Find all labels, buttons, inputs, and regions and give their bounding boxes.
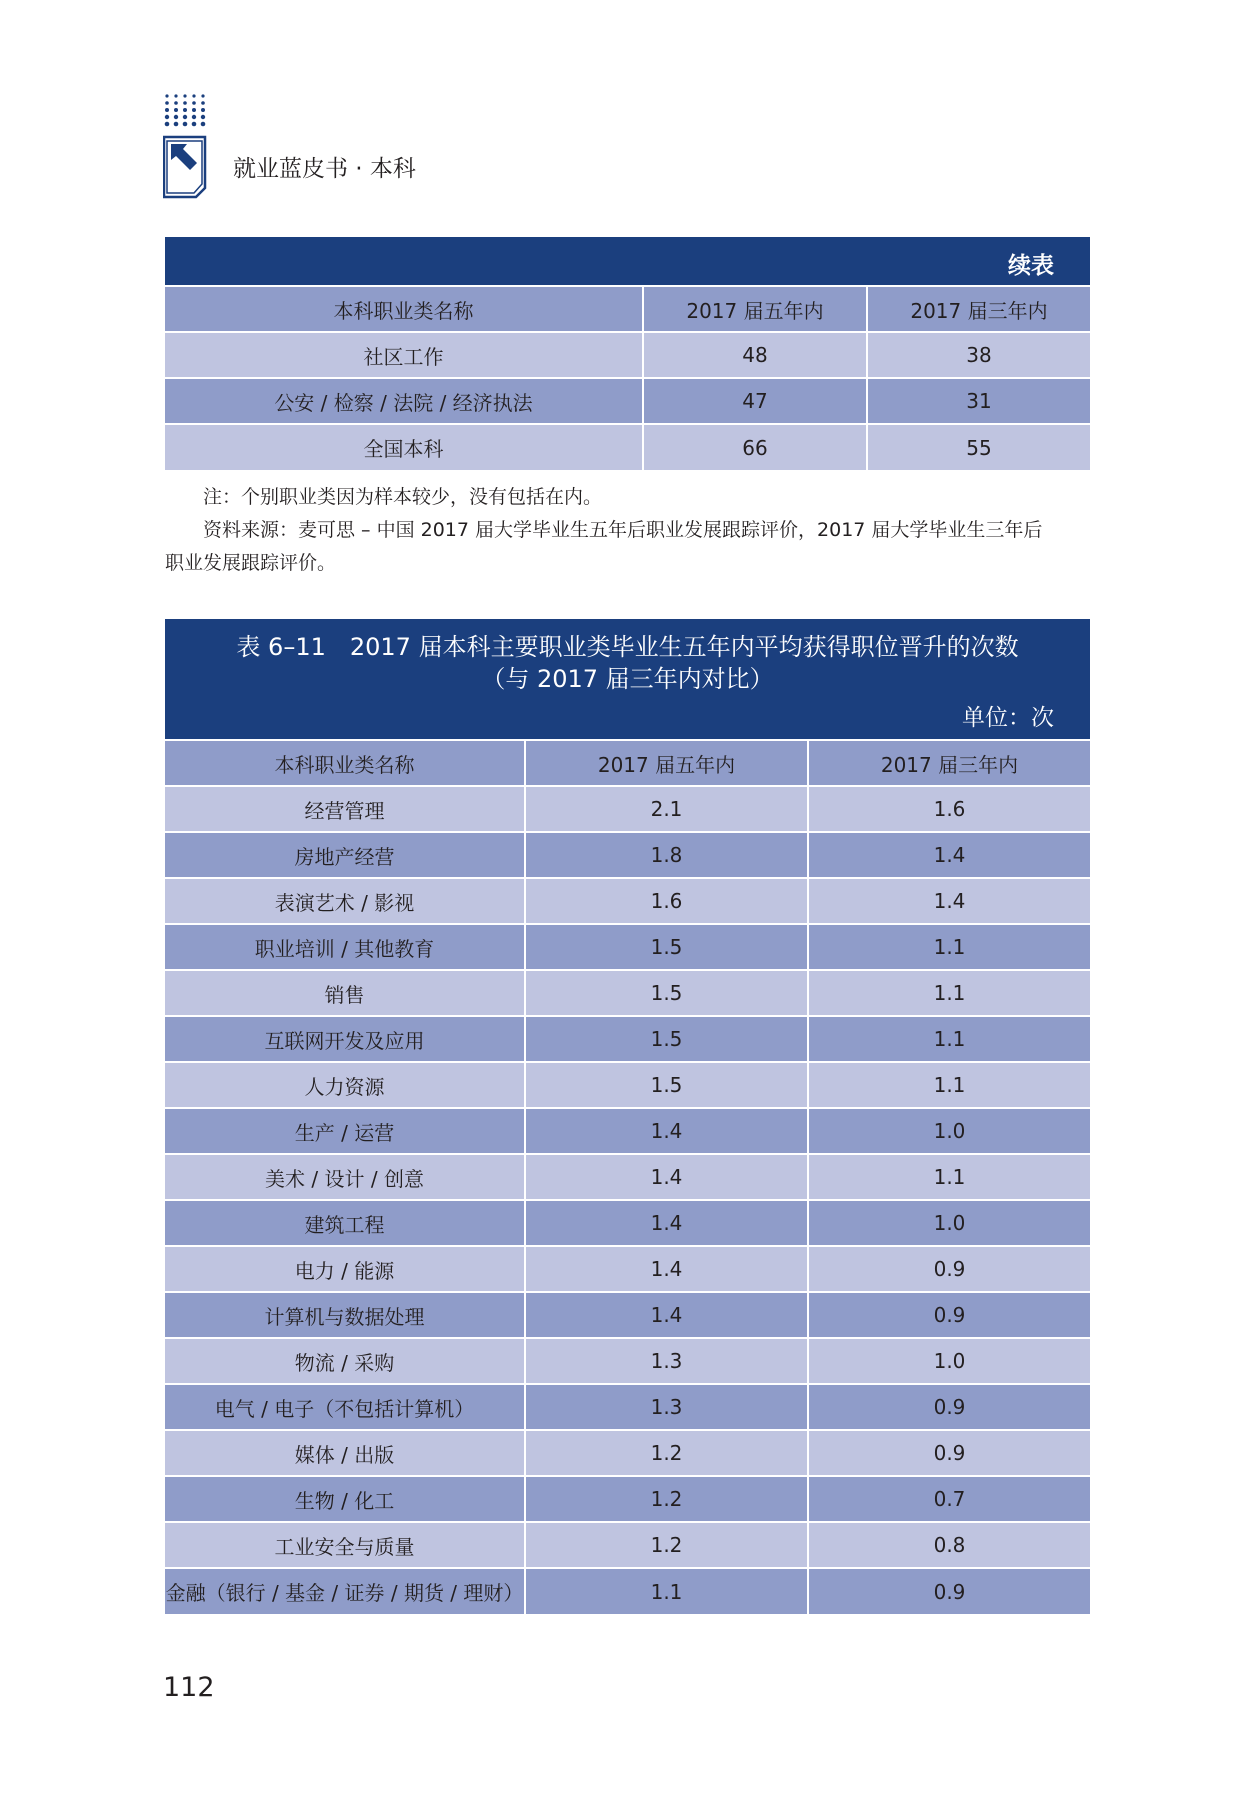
table-cell: 1.2 — [525, 1476, 808, 1522]
table-cell: 1.6 — [808, 786, 1090, 832]
table-6-11 — [165, 619, 1090, 1614]
table-cell: 0.9 — [808, 1384, 1090, 1430]
table-cell: 1.4 — [808, 832, 1090, 878]
table-title-bar — [165, 237, 1090, 285]
table-row — [165, 1016, 1090, 1062]
table-row — [165, 1476, 1090, 1522]
table-cell: 媒体 / 出版 — [165, 1430, 525, 1476]
table-cell: 1.0 — [808, 1200, 1090, 1246]
table-cell: 物流 / 采购 — [165, 1338, 525, 1384]
table-cell: 1.4 — [525, 1200, 808, 1246]
table-cell: 生产 / 运营 — [165, 1108, 525, 1154]
table-cell: 38 — [867, 332, 1090, 378]
table-cell: 1.5 — [525, 1062, 808, 1108]
table-cell: 1.5 — [525, 970, 808, 1016]
table-row — [165, 1246, 1090, 1292]
table-cell: 销售 — [165, 970, 525, 1016]
table-cell: 建筑工程 — [165, 1200, 525, 1246]
table-subtitle: （与 2017 届三年内对比） — [481, 665, 774, 693]
table-cell: 48 — [643, 332, 867, 378]
table-header-row — [165, 286, 1090, 332]
table-cell: 1.6 — [525, 878, 808, 924]
table-row — [165, 832, 1090, 878]
table-cell: 1.4 — [525, 1154, 808, 1200]
table-cell: 1.1 — [808, 924, 1090, 970]
table-row — [165, 970, 1090, 1016]
page-header — [163, 92, 563, 202]
note-text: 注：个别职业类因为样本较少，没有包括在内。 — [203, 486, 603, 508]
table-cell: 互联网开发及应用 — [165, 1016, 525, 1062]
table-cell: 1.0 — [808, 1108, 1090, 1154]
table-row — [165, 1154, 1090, 1200]
table-cell: 1.4 — [525, 1108, 808, 1154]
table-cell: 47 — [643, 378, 867, 424]
table-cell: 0.9 — [808, 1568, 1090, 1614]
table-cell: 1.4 — [808, 878, 1090, 924]
table-cell: 电气 / 电子（不包括计算机） — [165, 1384, 525, 1430]
continued-label: 续表 — [1008, 253, 1054, 279]
column-header: 本科职业类名称 — [165, 286, 643, 332]
table-cell: 经营管理 — [165, 786, 525, 832]
table-cell: 1.1 — [525, 1568, 808, 1614]
table-row — [165, 1200, 1090, 1246]
table-row — [165, 1522, 1090, 1568]
table-cell: 0.8 — [808, 1522, 1090, 1568]
table-cell: 1.4 — [525, 1246, 808, 1292]
table-unit: 单位：次 — [962, 705, 1054, 731]
column-header: 2017 届三年内 — [867, 286, 1090, 332]
table-cell: 工业安全与质量 — [165, 1522, 525, 1568]
table-row — [165, 878, 1090, 924]
table-row — [165, 786, 1090, 832]
table-cell: 房地产经营 — [165, 832, 525, 878]
table-cell: 人力资源 — [165, 1062, 525, 1108]
column-header: 2017 届三年内 — [808, 740, 1090, 786]
continued-table — [165, 237, 1090, 470]
table-row — [165, 332, 1090, 378]
page-number: 112 — [163, 1672, 215, 1703]
table-row — [165, 924, 1090, 970]
table-cell: 生物 / 化工 — [165, 1476, 525, 1522]
table-cell: 0.9 — [808, 1292, 1090, 1338]
table-row — [165, 1430, 1090, 1476]
table-cell: 1.1 — [808, 1062, 1090, 1108]
table-row — [165, 1384, 1090, 1430]
table-cell: 1.0 — [808, 1338, 1090, 1384]
table-cell: 66 — [643, 424, 867, 470]
table-cell: 公安 / 检察 / 法院 / 经济执法 — [165, 378, 643, 424]
table-cell: 1.5 — [525, 1016, 808, 1062]
table-cell: 金融（银行 / 基金 / 证券 / 期货 / 理财） — [165, 1568, 525, 1614]
table-cell: 表演艺术 / 影视 — [165, 878, 525, 924]
table-cell: 0.7 — [808, 1476, 1090, 1522]
table-row — [165, 1062, 1090, 1108]
table-row — [165, 1292, 1090, 1338]
source-text-line1: 资料来源：麦可思 – 中国 2017 届大学毕业生五年后职业发展跟踪评价，2017 届大学毕业生三年后 — [203, 519, 1043, 541]
running-title: 就业蓝皮书 · 本科 — [233, 156, 416, 182]
table-cell: 2.1 — [525, 786, 808, 832]
table-row — [165, 1568, 1090, 1614]
table-cell: 1.5 — [525, 924, 808, 970]
table-cell: 计算机与数据处理 — [165, 1292, 525, 1338]
table-cell: 1.2 — [525, 1522, 808, 1568]
table-cell: 31 — [867, 378, 1090, 424]
column-header: 2017 届五年内 — [643, 286, 867, 332]
table-row — [165, 378, 1090, 424]
table-cell: 0.9 — [808, 1246, 1090, 1292]
book-logo-icon — [163, 92, 215, 202]
table-cell: 全国本科 — [165, 424, 643, 470]
column-header: 2017 届五年内 — [525, 740, 808, 786]
table-row — [165, 1338, 1090, 1384]
table-cell: 55 — [867, 424, 1090, 470]
table-cell: 1.2 — [525, 1430, 808, 1476]
table-cell: 0.9 — [808, 1430, 1090, 1476]
table-cell: 美术 / 设计 / 创意 — [165, 1154, 525, 1200]
table-row — [165, 1108, 1090, 1154]
source-text-line2: 职业发展跟踪评价。 — [165, 552, 337, 574]
table-cell: 社区工作 — [165, 332, 643, 378]
table-cell: 1.3 — [525, 1384, 808, 1430]
table-cell: 1.4 — [525, 1292, 808, 1338]
column-header: 本科职业类名称 — [165, 740, 525, 786]
table-cell: 1.1 — [808, 1016, 1090, 1062]
table-cell: 1.1 — [808, 970, 1090, 1016]
table-cell: 职业培训 / 其他教育 — [165, 924, 525, 970]
table-row — [165, 424, 1090, 470]
table-header-row — [165, 740, 1090, 786]
table-cell: 1.3 — [525, 1338, 808, 1384]
table-cell: 1.8 — [525, 832, 808, 878]
table-cell: 电力 / 能源 — [165, 1246, 525, 1292]
table-cell: 1.1 — [808, 1154, 1090, 1200]
table-title-bar — [165, 619, 1090, 739]
table-title: 表 6–11 2017 届本科主要职业类毕业生五年内平均获得职位晋升的次数 — [236, 633, 1019, 661]
table-notes — [165, 481, 1090, 580]
